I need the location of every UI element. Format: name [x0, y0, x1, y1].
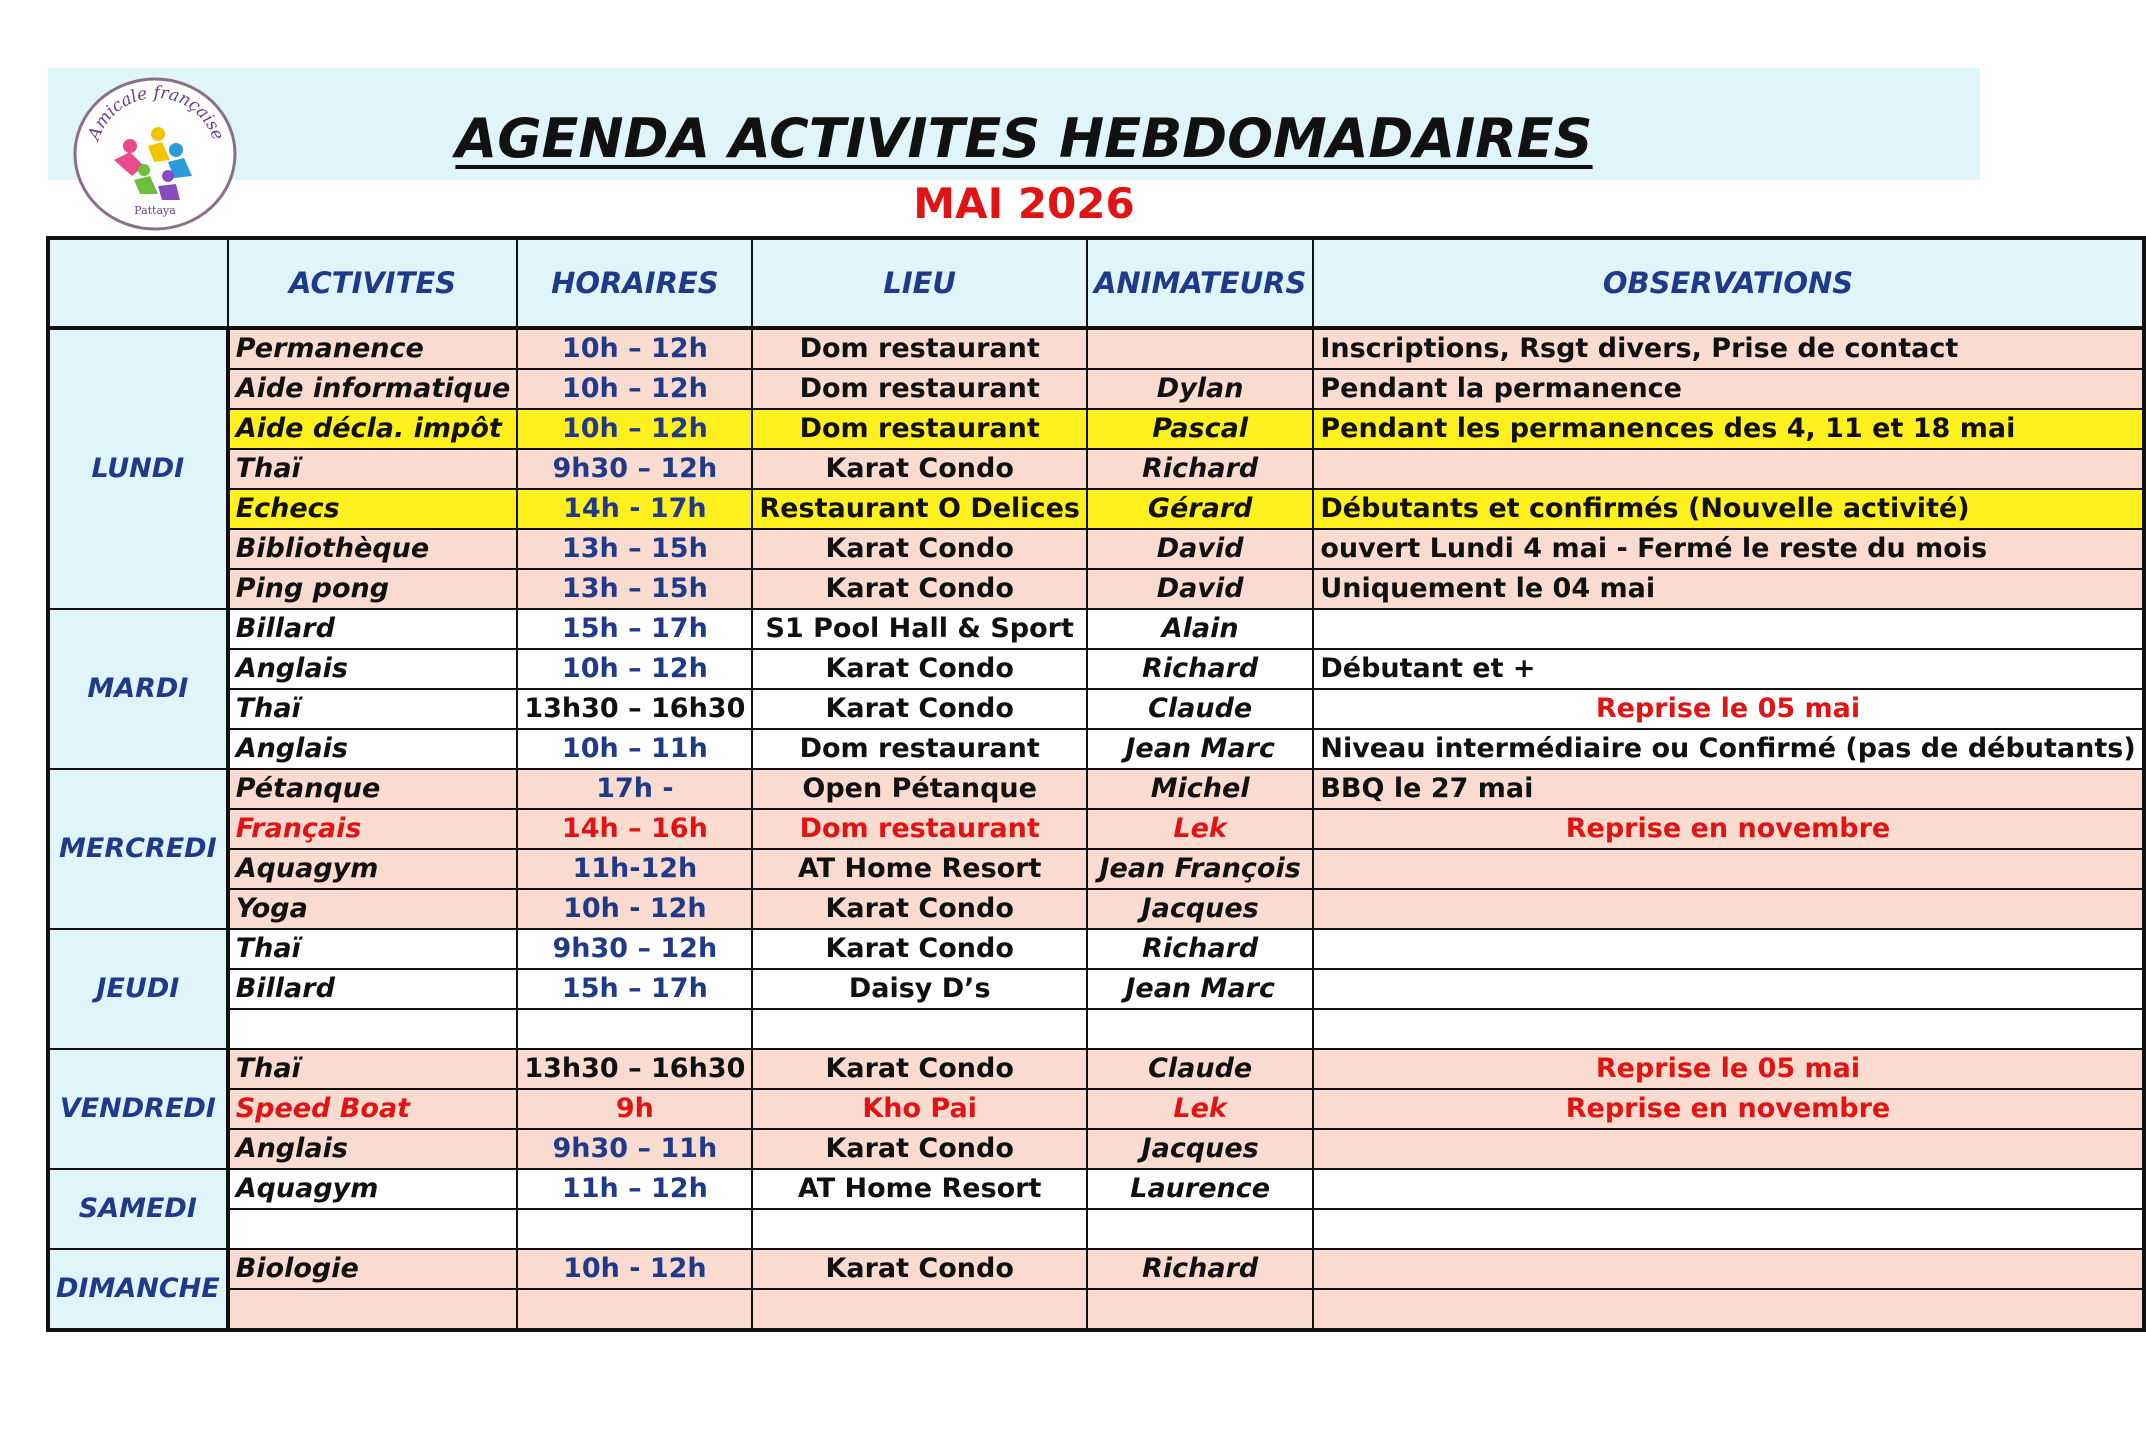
animateur-cell: David — [1087, 529, 1313, 569]
logo-text-top: Amicale française — [84, 82, 228, 143]
observation-cell — [1313, 1209, 2143, 1249]
lieu-cell: Karat Condo — [752, 689, 1087, 729]
table-row — [48, 1049, 2144, 1089]
observation-cell — [1313, 1249, 2143, 1289]
table-row — [48, 1249, 2144, 1289]
table-row — [48, 649, 2144, 689]
activite-cell: Echecs — [228, 489, 518, 529]
table-row — [48, 1289, 2144, 1330]
table-row — [48, 369, 2144, 409]
horaire-cell: 11h-12h — [517, 849, 752, 889]
observation-cell — [1313, 1169, 2143, 1209]
activite-cell: Thaï — [228, 1049, 518, 1089]
header-horaires: HORAIRES — [517, 238, 752, 328]
horaire-cell: 9h — [517, 1089, 752, 1129]
table-row — [48, 449, 2144, 489]
activite-cell: Aquagym — [228, 1169, 518, 1209]
animateur-cell: Jean Marc — [1087, 729, 1313, 769]
animateur-cell: Pascal — [1087, 409, 1313, 449]
page-subtitle: MAI 2026 — [913, 179, 1135, 228]
table-row — [48, 969, 2144, 1009]
header-observations: OBSERVATIONS — [1313, 238, 2143, 328]
observation-cell: Niveau intermédiaire ou Confirmé (pas de débutants) — [1313, 729, 2143, 769]
lieu-cell: Dom restaurant — [752, 328, 1087, 369]
agenda-body — [48, 328, 2144, 1330]
horaire-cell — [517, 1209, 752, 1249]
table-row — [48, 1169, 2144, 1209]
table-row — [48, 889, 2144, 929]
animateur-cell: Richard — [1087, 1249, 1313, 1289]
observation-cell: Uniquement le 04 mai — [1313, 569, 2143, 609]
lieu-cell: Karat Condo — [752, 569, 1087, 609]
animateur-cell: Jean Marc — [1087, 969, 1313, 1009]
activite-cell: Ping pong — [228, 569, 518, 609]
observation-cell — [1313, 969, 2143, 1009]
horaire-cell: 13h30 – 16h30 — [517, 1049, 752, 1089]
lieu-cell — [752, 1009, 1087, 1049]
lieu-cell: S1 Pool Hall & Sport — [752, 609, 1087, 649]
observation-cell — [1313, 889, 2143, 929]
activite-cell: Yoga — [228, 889, 518, 929]
horaire-cell — [517, 1009, 752, 1049]
lieu-cell: Karat Condo — [752, 889, 1087, 929]
horaire-cell: 13h30 – 16h30 — [517, 689, 752, 729]
lieu-cell: Dom restaurant — [752, 409, 1087, 449]
observation-cell: Débutants et confirmés (Nouvelle activité) — [1313, 489, 2143, 529]
observation-cell: Reprise le 05 mai — [1313, 1049, 2143, 1089]
day-label: DIMANCHE — [48, 1249, 228, 1330]
horaire-cell: 14h - 17h — [517, 489, 752, 529]
activite-cell: Billard — [228, 609, 518, 649]
day-label: SAMEDI — [48, 1169, 228, 1249]
horaire-cell: 11h – 12h — [517, 1169, 752, 1209]
lieu-cell: Restaurant O Delices — [752, 489, 1087, 529]
activite-cell: Permanence — [228, 328, 518, 369]
animateur-cell — [1087, 1209, 1313, 1249]
day-label: JEUDI — [48, 929, 228, 1049]
lieu-cell: Karat Condo — [752, 1129, 1087, 1169]
activite-cell: Anglais — [228, 1129, 518, 1169]
horaire-cell: 10h – 12h — [517, 409, 752, 449]
activite-cell — [228, 1209, 518, 1249]
activite-cell — [228, 1289, 518, 1330]
activite-cell: Pétanque — [228, 769, 518, 809]
animateur-cell: Richard — [1087, 929, 1313, 969]
lieu-cell — [752, 1289, 1087, 1330]
animateur-cell: Gérard — [1087, 489, 1313, 529]
horaire-cell — [517, 1289, 752, 1330]
horaire-cell: 10h – 12h — [517, 328, 752, 369]
observation-cell: Reprise en novembre — [1313, 809, 2143, 849]
table-row — [48, 409, 2144, 449]
horaire-cell: 10h – 11h — [517, 729, 752, 769]
observation-cell — [1313, 1129, 2143, 1169]
observation-cell — [1313, 849, 2143, 889]
animateur-cell — [1087, 328, 1313, 369]
table-row — [48, 849, 2144, 889]
header-animateurs: ANIMATEURS — [1087, 238, 1313, 328]
animateur-cell: Michel — [1087, 769, 1313, 809]
table-row — [48, 1089, 2144, 1129]
animateur-cell: Claude — [1087, 689, 1313, 729]
lieu-cell: AT Home Resort — [752, 849, 1087, 889]
horaire-cell: 9h30 – 11h — [517, 1129, 752, 1169]
lieu-cell: Karat Condo — [752, 449, 1087, 489]
activite-cell — [228, 1009, 518, 1049]
agenda-table — [46, 236, 2146, 1332]
animateur-cell: Alain — [1087, 609, 1313, 649]
header-day — [48, 238, 228, 328]
activite-cell: Aide informatique — [228, 369, 518, 409]
animateur-cell: Claude — [1087, 1049, 1313, 1089]
horaire-cell: 14h – 16h — [517, 809, 752, 849]
activite-cell: Aquagym — [228, 849, 518, 889]
lieu-cell: Karat Condo — [752, 929, 1087, 969]
lieu-cell: Karat Condo — [752, 1049, 1087, 1089]
horaire-cell: 17h - — [517, 769, 752, 809]
lieu-cell: Dom restaurant — [752, 809, 1087, 849]
observation-cell: BBQ le 27 mai — [1313, 769, 2143, 809]
activite-cell: Français — [228, 809, 518, 849]
horaire-cell: 9h30 – 12h — [517, 929, 752, 969]
horaire-cell: 13h – 15h — [517, 529, 752, 569]
lieu-cell: Daisy D’s — [752, 969, 1087, 1009]
horaire-cell: 13h – 15h — [517, 569, 752, 609]
page-title: AGENDA ACTIVITES HEBDOMADAIRES — [455, 107, 1593, 170]
activite-cell: Thaï — [228, 929, 518, 969]
activite-cell: Thaï — [228, 689, 518, 729]
lieu-cell: Dom restaurant — [752, 369, 1087, 409]
table-row — [48, 1129, 2144, 1169]
observation-cell: Débutant et + — [1313, 649, 2143, 689]
observation-cell — [1313, 929, 2143, 969]
table-row — [48, 929, 2144, 969]
day-label: LUNDI — [48, 328, 228, 609]
animateur-cell: Richard — [1087, 649, 1313, 689]
lieu-cell — [752, 1209, 1087, 1249]
animateur-cell: Richard — [1087, 449, 1313, 489]
lieu-cell: Kho Pai — [752, 1089, 1087, 1129]
observation-cell — [1313, 609, 2143, 649]
table-row — [48, 769, 2144, 809]
activite-cell: Bibliothèque — [228, 529, 518, 569]
table-row — [48, 1209, 2144, 1249]
observation-cell: Reprise en novembre — [1313, 1089, 2143, 1129]
day-label: MERCREDI — [48, 769, 228, 929]
day-label: MARDI — [48, 609, 228, 769]
animateur-cell: Jacques — [1087, 1129, 1313, 1169]
activite-cell: Anglais — [228, 649, 518, 689]
activite-cell: Billard — [228, 969, 518, 1009]
horaire-cell: 10h – 12h — [517, 369, 752, 409]
horaire-cell: 10h – 12h — [517, 649, 752, 689]
horaire-cell: 15h – 17h — [517, 969, 752, 1009]
header-activites: ACTIVITES — [228, 238, 518, 328]
animateur-cell: Lek — [1087, 809, 1313, 849]
observation-cell — [1313, 1009, 2143, 1049]
horaire-cell: 10h - 12h — [517, 889, 752, 929]
observation-cell — [1313, 449, 2143, 489]
table-row — [48, 609, 2144, 649]
day-label: VENDREDI — [48, 1049, 228, 1169]
activite-cell: Aide décla. impôt — [228, 409, 518, 449]
table-row — [48, 689, 2144, 729]
lieu-cell: Karat Condo — [752, 529, 1087, 569]
animateur-cell: Laurence — [1087, 1169, 1313, 1209]
animateur-cell: Jean François — [1087, 849, 1313, 889]
table-row — [48, 529, 2144, 569]
lieu-cell: Open Pétanque — [752, 769, 1087, 809]
observation-cell — [1313, 1289, 2143, 1330]
table-row — [48, 569, 2144, 609]
activite-cell: Thaï — [228, 449, 518, 489]
animateur-cell: Lek — [1087, 1089, 1313, 1129]
lieu-cell: Dom restaurant — [752, 729, 1087, 769]
activite-cell: Biologie — [228, 1249, 518, 1289]
logo-text-bottom: Pattaya — [134, 204, 176, 217]
table-row — [48, 489, 2144, 529]
observation-cell: Pendant la permanence — [1313, 369, 2143, 409]
table-row — [48, 1009, 2144, 1049]
activite-cell: Anglais — [228, 729, 518, 769]
animateur-cell — [1087, 1009, 1313, 1049]
table-row — [48, 809, 2144, 849]
lieu-cell: AT Home Resort — [752, 1169, 1087, 1209]
table-row — [48, 729, 2144, 769]
header-lieu: LIEU — [752, 238, 1087, 328]
horaire-cell: 9h30 – 12h — [517, 449, 752, 489]
horaire-cell: 15h – 17h — [517, 609, 752, 649]
horaire-cell: 10h - 12h — [517, 1249, 752, 1289]
animateur-cell: Dylan — [1087, 369, 1313, 409]
observation-cell: Pendant les permanences des 4, 11 et 18 mai — [1313, 409, 2143, 449]
animateur-cell: David — [1087, 569, 1313, 609]
lieu-cell: Karat Condo — [752, 649, 1087, 689]
lieu-cell: Karat Condo — [752, 1249, 1087, 1289]
activite-cell: Speed Boat — [228, 1089, 518, 1129]
table-row — [48, 328, 2144, 369]
observation-cell: Inscriptions, Rsgt divers, Prise de contact — [1313, 328, 2143, 369]
animateur-cell: Jacques — [1087, 889, 1313, 929]
observation-cell: ouvert Lundi 4 mai - Fermé le reste du mois — [1313, 529, 2143, 569]
animateur-cell — [1087, 1289, 1313, 1330]
observation-cell: Reprise le 05 mai — [1313, 689, 2143, 729]
header-row — [48, 238, 2144, 328]
